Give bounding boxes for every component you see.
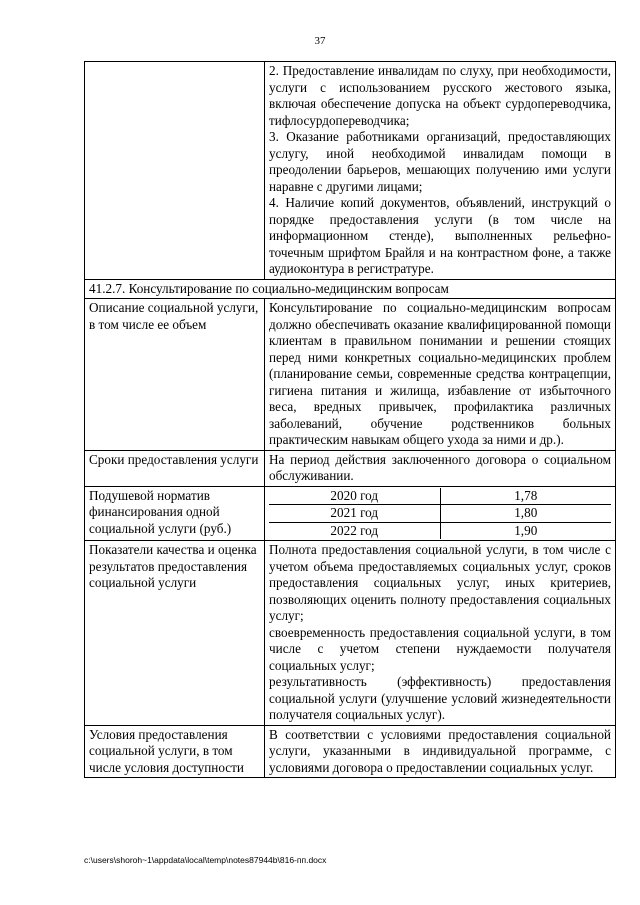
label-cell-empty <box>85 62 265 280</box>
table-row <box>85 62 616 280</box>
finance-year: 2021 год <box>269 505 440 523</box>
measure-item-4: 4. Наличие копий документов, объявлений, инструкций о порядке предоставления услуги (в том числе на информационном стенде), выполненных рельефно-точечным шрифтом Брайля и на контрастном фоне, а также аудиоконтура в регистратуре. <box>269 195 611 276</box>
finance-year: 2022 год <box>269 522 440 539</box>
table-row <box>85 279 616 299</box>
quality-paragraph: результативность (эффективность) предоставления социальной услуги (улучшение условий жизнедеятельности получателя социальных услуг). <box>269 674 611 722</box>
measure-item-2: 2. Предоставление инвалидам по слуху, при необходимости, услуги с использованием русского жестового языка, включая обеспечение допуска на объект сурдопереводчика, тифлосурдопереводчика; <box>269 63 611 128</box>
finance-value: 1,78 <box>514 487 538 503</box>
finance-table <box>269 488 611 540</box>
quality-label: Показатели качества и оценка результатов предоставления социальной услуги <box>85 541 265 726</box>
description-text: Консультирование по социально-медицинским вопросам должно обеспечивать оказание квалифицированной помощи клиентам в правильном понимании и решении стоящих перед ними конкретных социально-медицинских проблем (планирование семьи, современные средства контрацепции, гигиена питания и жилища, избавление от избыточного веса, вредных привычек, профилактика различных заболеваний, обучение родственников больных практическим навыкам общего ухода за ними и др.). <box>265 299 616 451</box>
conditions-label: Условия предоставления социальной услуги, в том числе условия доступности <box>85 725 265 778</box>
footer-file-path: c:\users\shoroh~1\appdata\local\temp\notes87944b\816-пп.docx <box>84 855 327 865</box>
terms-label: Сроки предоставления услуги <box>85 450 265 486</box>
table-row <box>85 299 616 451</box>
table-row <box>85 486 616 541</box>
quality-paragraph: своевременность предоставления социальной услуги, в том числе с учетом степени нуждаемости получателя социальных услуг; <box>269 624 611 673</box>
finance-year: 2020 год <box>269 488 440 505</box>
section-title: 41.2.7. Консультирование по социально-медицинским вопросам <box>85 279 616 299</box>
finance-row <box>269 488 611 505</box>
finance-label: Подушевой норматив финансирования одной социальной услуги (руб.) <box>85 486 265 541</box>
table-row <box>85 450 616 486</box>
finance-row <box>269 522 611 539</box>
terms-text: На период действия заключенного договора о социальном обслуживании. <box>265 450 616 486</box>
services-table <box>84 61 616 778</box>
quality-text <box>265 541 616 726</box>
accessibility-measures-cell <box>265 62 616 280</box>
conditions-text: В соответствии с условиями предоставления социальной услуги, указанными в индивидуальной программе, с условиями договора о предоставлении социальных услуг. <box>265 725 616 778</box>
finance-row <box>269 505 611 523</box>
finance-cell <box>265 486 616 541</box>
quality-paragraph: Полнота предоставления социальной услуги, в том числе с учетом объема предоставляемых социальных услуг, сроков предоставления социальных услуг, иных критериев, позволяющих оценить полноту предоставления социальных услуг; <box>269 542 611 623</box>
finance-value: 1,90 <box>440 522 611 539</box>
measure-item-3: 3. Оказание работниками организаций, предоставляющих услугу, иной необходимой инвалидам помощи в преодолении барьеров, мешающих получению ими услуги наравне с другими лицами; <box>269 129 611 194</box>
finance-value: 1,80 <box>440 505 611 523</box>
description-label: Описание социальной услуги, в том числе ее объем <box>85 299 265 451</box>
table-row <box>85 541 616 726</box>
page-number: 37 <box>314 35 326 47</box>
table-row <box>85 725 616 778</box>
